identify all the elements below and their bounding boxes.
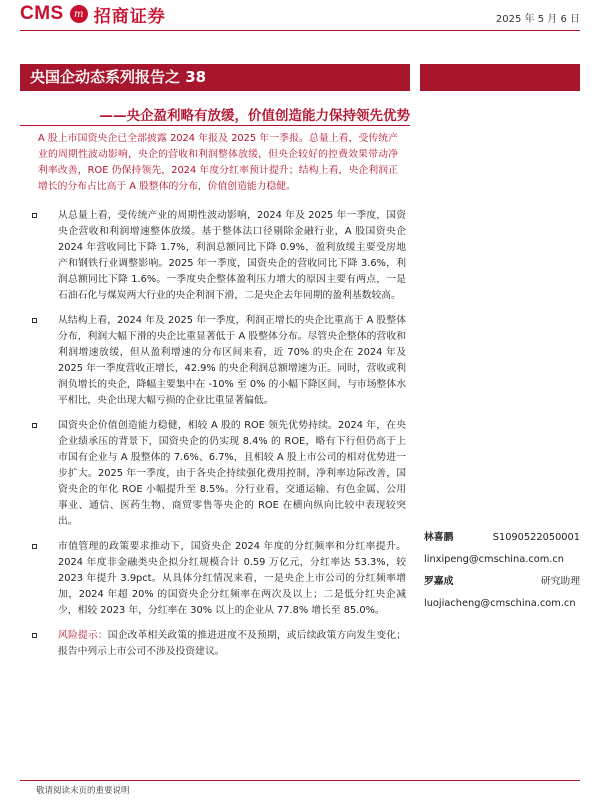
analyst-certificate-id: S1090522050001 [492, 532, 580, 543]
header-divider [20, 30, 580, 31]
square-bullet-icon [32, 318, 37, 323]
analyst-name: 罗嘉成 [424, 576, 454, 587]
key-point [28, 418, 406, 530]
logo-chinese-name: 招商证券 [93, 6, 166, 27]
analyst-panel [424, 530, 580, 618]
analyst-email: luojiacheng@cmschina.com.cn [424, 598, 576, 609]
key-point-text: 从结构上看，2024 年及 2025 年一季度，利润正增长的央企比重高于 A 股整体分布，利润大幅下滑的央企比重显著低于 A 股整体分布。尽管央企整体的营收和利润增速放缓，但从盈利增速的分布区间来看，近 70% 的央企在 2024 年及 2025 年一季度营收正增长，42.9% 的央企利润总额增速为正。同时，营收或利润负增长的央企，降幅主要集中在 -10% 至 0% 的小幅下降区间，与市场整体水平相比，央企出现大幅亏损的企业比重显著偏低。 [58, 315, 406, 406]
square-bullet-icon [32, 423, 37, 428]
report-date: 2025 年 5 月 6 日 [495, 14, 580, 25]
sidebar-header-band [420, 64, 580, 91]
key-point-text: 从总量上看，受传统产业的周期性波动影响，2024 年及 2025 年一季度，国资央企营收和利润增速整体放缓。基于整体法口径剔除金融行业，A 股国资央企 2024 年营收同比下降 1.7%，利润总额同比下降 0.9%，盈利放缓主要受房地产和钢铁行业调整影响。2025 年一季度，国资央企的营收同比下降 3.6%，利润总额同比下降 1.6%。一季度央企整体盈利压力增大的原因主要有两点，一是石油石化与煤炭两大行业的央企利润下滑，二是央企去年同期的盈利基数较高。 [58, 210, 406, 301]
series-title: 央国企动态系列报告之 38 [20, 64, 410, 91]
logo-seal-icon: m [70, 5, 88, 23]
risk-warning [28, 628, 406, 660]
key-point [28, 208, 406, 304]
key-point [28, 539, 406, 619]
key-point-text: 市值管理的政策要求推动下，国资央企 2024 年度的分红频率和分红率提升。2024 年度非金融类央企拟分红规模合计 0.59 万亿元，分红率达 53.3%，较 2023 年提升 3.9pct。从具体分红情况来看，一是央企上市公司的分红频率增加，2024 年超 20% 的国资央企分红频率在两次及以上；二是低分红央企减少，相较 2023 年，分红率在 30% 以上的企业从 77.8% 增长至 85.0%。 [58, 541, 406, 616]
key-point-text: 国资央企价值创造能力稳健，相较 A 股的 ROE 领先优势持续。2024 年，在央企业绩承压的背景下，国资央企的仍实现 8.4% 的 ROE，略有下行但仍高于上市国有企业与 A 股整体的 7.6%、6.7%，且相较 A 股上市公司的相对优势进一步扩大。2025 年一季度，由于各央企持续强化费用控制，净利率边际改善，国资央企的年化 ROE 小幅提升至 8.5%。分行业看，交通运输、有色金属、公用事业、通信、医药生物、商贸零售等央企的 ROE 在横向纵向比较中表现较突出。 [58, 420, 406, 527]
report-subtitle: ——央企盈利略有放缓，价值创造能力保持领先优势 [99, 108, 410, 124]
square-bullet-icon [32, 633, 37, 638]
risk-label: 风险提示： [58, 630, 108, 641]
analyst-row [424, 530, 580, 546]
analyst-name: 林喜鹏 [424, 532, 454, 543]
key-points-list [28, 208, 406, 669]
key-point [28, 313, 406, 409]
analyst-role: 研究助理 [540, 576, 580, 587]
analyst-email: linxipeng@cmschina.com.cn [424, 554, 564, 565]
brand-logo [20, 2, 166, 26]
logo-latin: CMS [20, 3, 64, 24]
footer-disclaimer: 敬请阅读末页的重要说明 [36, 786, 130, 796]
square-bullet-icon [32, 213, 37, 218]
analyst-row [424, 574, 580, 590]
square-bullet-icon [32, 544, 37, 549]
subtitle-divider [20, 125, 410, 126]
report-summary: A 股上市国资央企已全部披露 2024 年报及 2025 年一季报。总量上看，受传统产业的周期性波动影响，央企的营收和利润整体放缓，但央企较好的控费效果带动净利率改善，ROE 仍保持领先，2024 年度分红率预计提升；结构上看，央企利润正增长的分布占比高于 A 股整体的分布，价值创造能力稳健。 [38, 133, 398, 192]
risk-text: 国企改革相关政策的推进进度不及预期，或后续政策方向发生变化；报告中列示上市公司不涉及投资建议。 [58, 630, 407, 657]
footer-divider [20, 780, 580, 781]
